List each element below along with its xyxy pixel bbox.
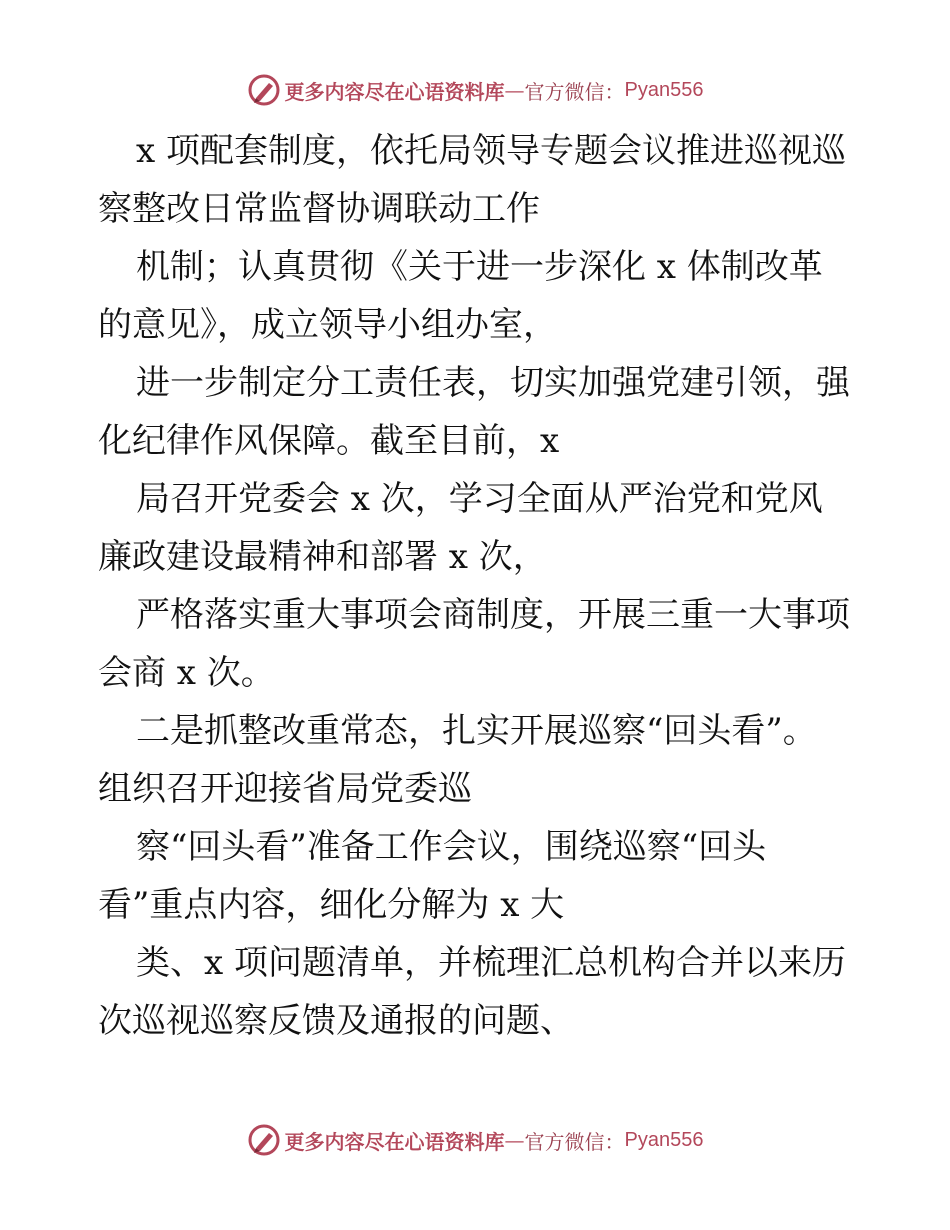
footer-banner	[0, 1120, 950, 1160]
paragraph-line: 的意见》，成立领导小组办室，	[98, 305, 557, 345]
paragraph-line: 严格落实重大事项会商制度，开展三重一大事项	[136, 595, 850, 635]
paragraph	[98, 934, 858, 1050]
banner-wechat-label: 官方微信：	[524, 1129, 625, 1154]
paragraph	[98, 122, 858, 238]
paragraph-line: 看”重点内容，细化分解为 x 大	[98, 885, 565, 925]
pen-logo-icon	[247, 73, 281, 107]
pen-logo-icon	[247, 1123, 281, 1157]
header-banner	[0, 70, 950, 110]
paragraph	[98, 238, 858, 354]
paragraph-line: 察“回头看”准备工作会议，围绕巡察“回头	[136, 827, 767, 867]
paragraph-line: 机制；认真贯彻《关于进一步深化 x 体制改革	[136, 247, 823, 287]
paragraph-line: 组织召开迎接省局党委巡	[98, 769, 472, 809]
document-body	[98, 122, 858, 1050]
paragraph-line: 察整改日常监督协调联动工作	[98, 189, 540, 229]
banner-dash: —	[504, 1128, 525, 1152]
banner-wechat-id: Pyan556	[624, 78, 704, 101]
paragraph	[98, 470, 858, 586]
paragraph-line: 局召开党委会 x 次，学习全面从严治党和党风	[136, 479, 823, 519]
paragraph	[98, 586, 858, 702]
paragraph	[98, 818, 858, 934]
banner-main-text: 更多内容尽在心语资料库	[284, 79, 505, 104]
paragraph-line: 二是抓整改重常态，扎实开展巡察“回头看”。	[136, 711, 817, 751]
paragraph-line: 会商 x 次。	[98, 653, 275, 693]
banner-wechat-label: 官方微信：	[524, 79, 625, 104]
banner-wechat-id: Pyan556	[624, 1128, 704, 1151]
paragraph-line: 进一步制定分工责任表，切实加强党建引领，强	[136, 363, 850, 403]
paragraph	[98, 354, 858, 470]
paragraph-line: x 项配套制度，依托局领导专题会议推进巡视巡	[136, 131, 846, 171]
banner-main-text: 更多内容尽在心语资料库	[284, 1129, 505, 1154]
paragraph	[98, 702, 858, 818]
banner-dash: —	[504, 78, 525, 102]
paragraph-line: 类、x 项问题清单，并梳理汇总机构合并以来历	[136, 943, 846, 983]
paragraph-line: 次巡视巡察反馈及通报的问题、	[98, 1001, 574, 1041]
paragraph-line: 化纪律作风保障。截至目前，x	[98, 421, 560, 461]
paragraph-line: 廉政建设最精神和部署 x 次，	[98, 537, 547, 577]
